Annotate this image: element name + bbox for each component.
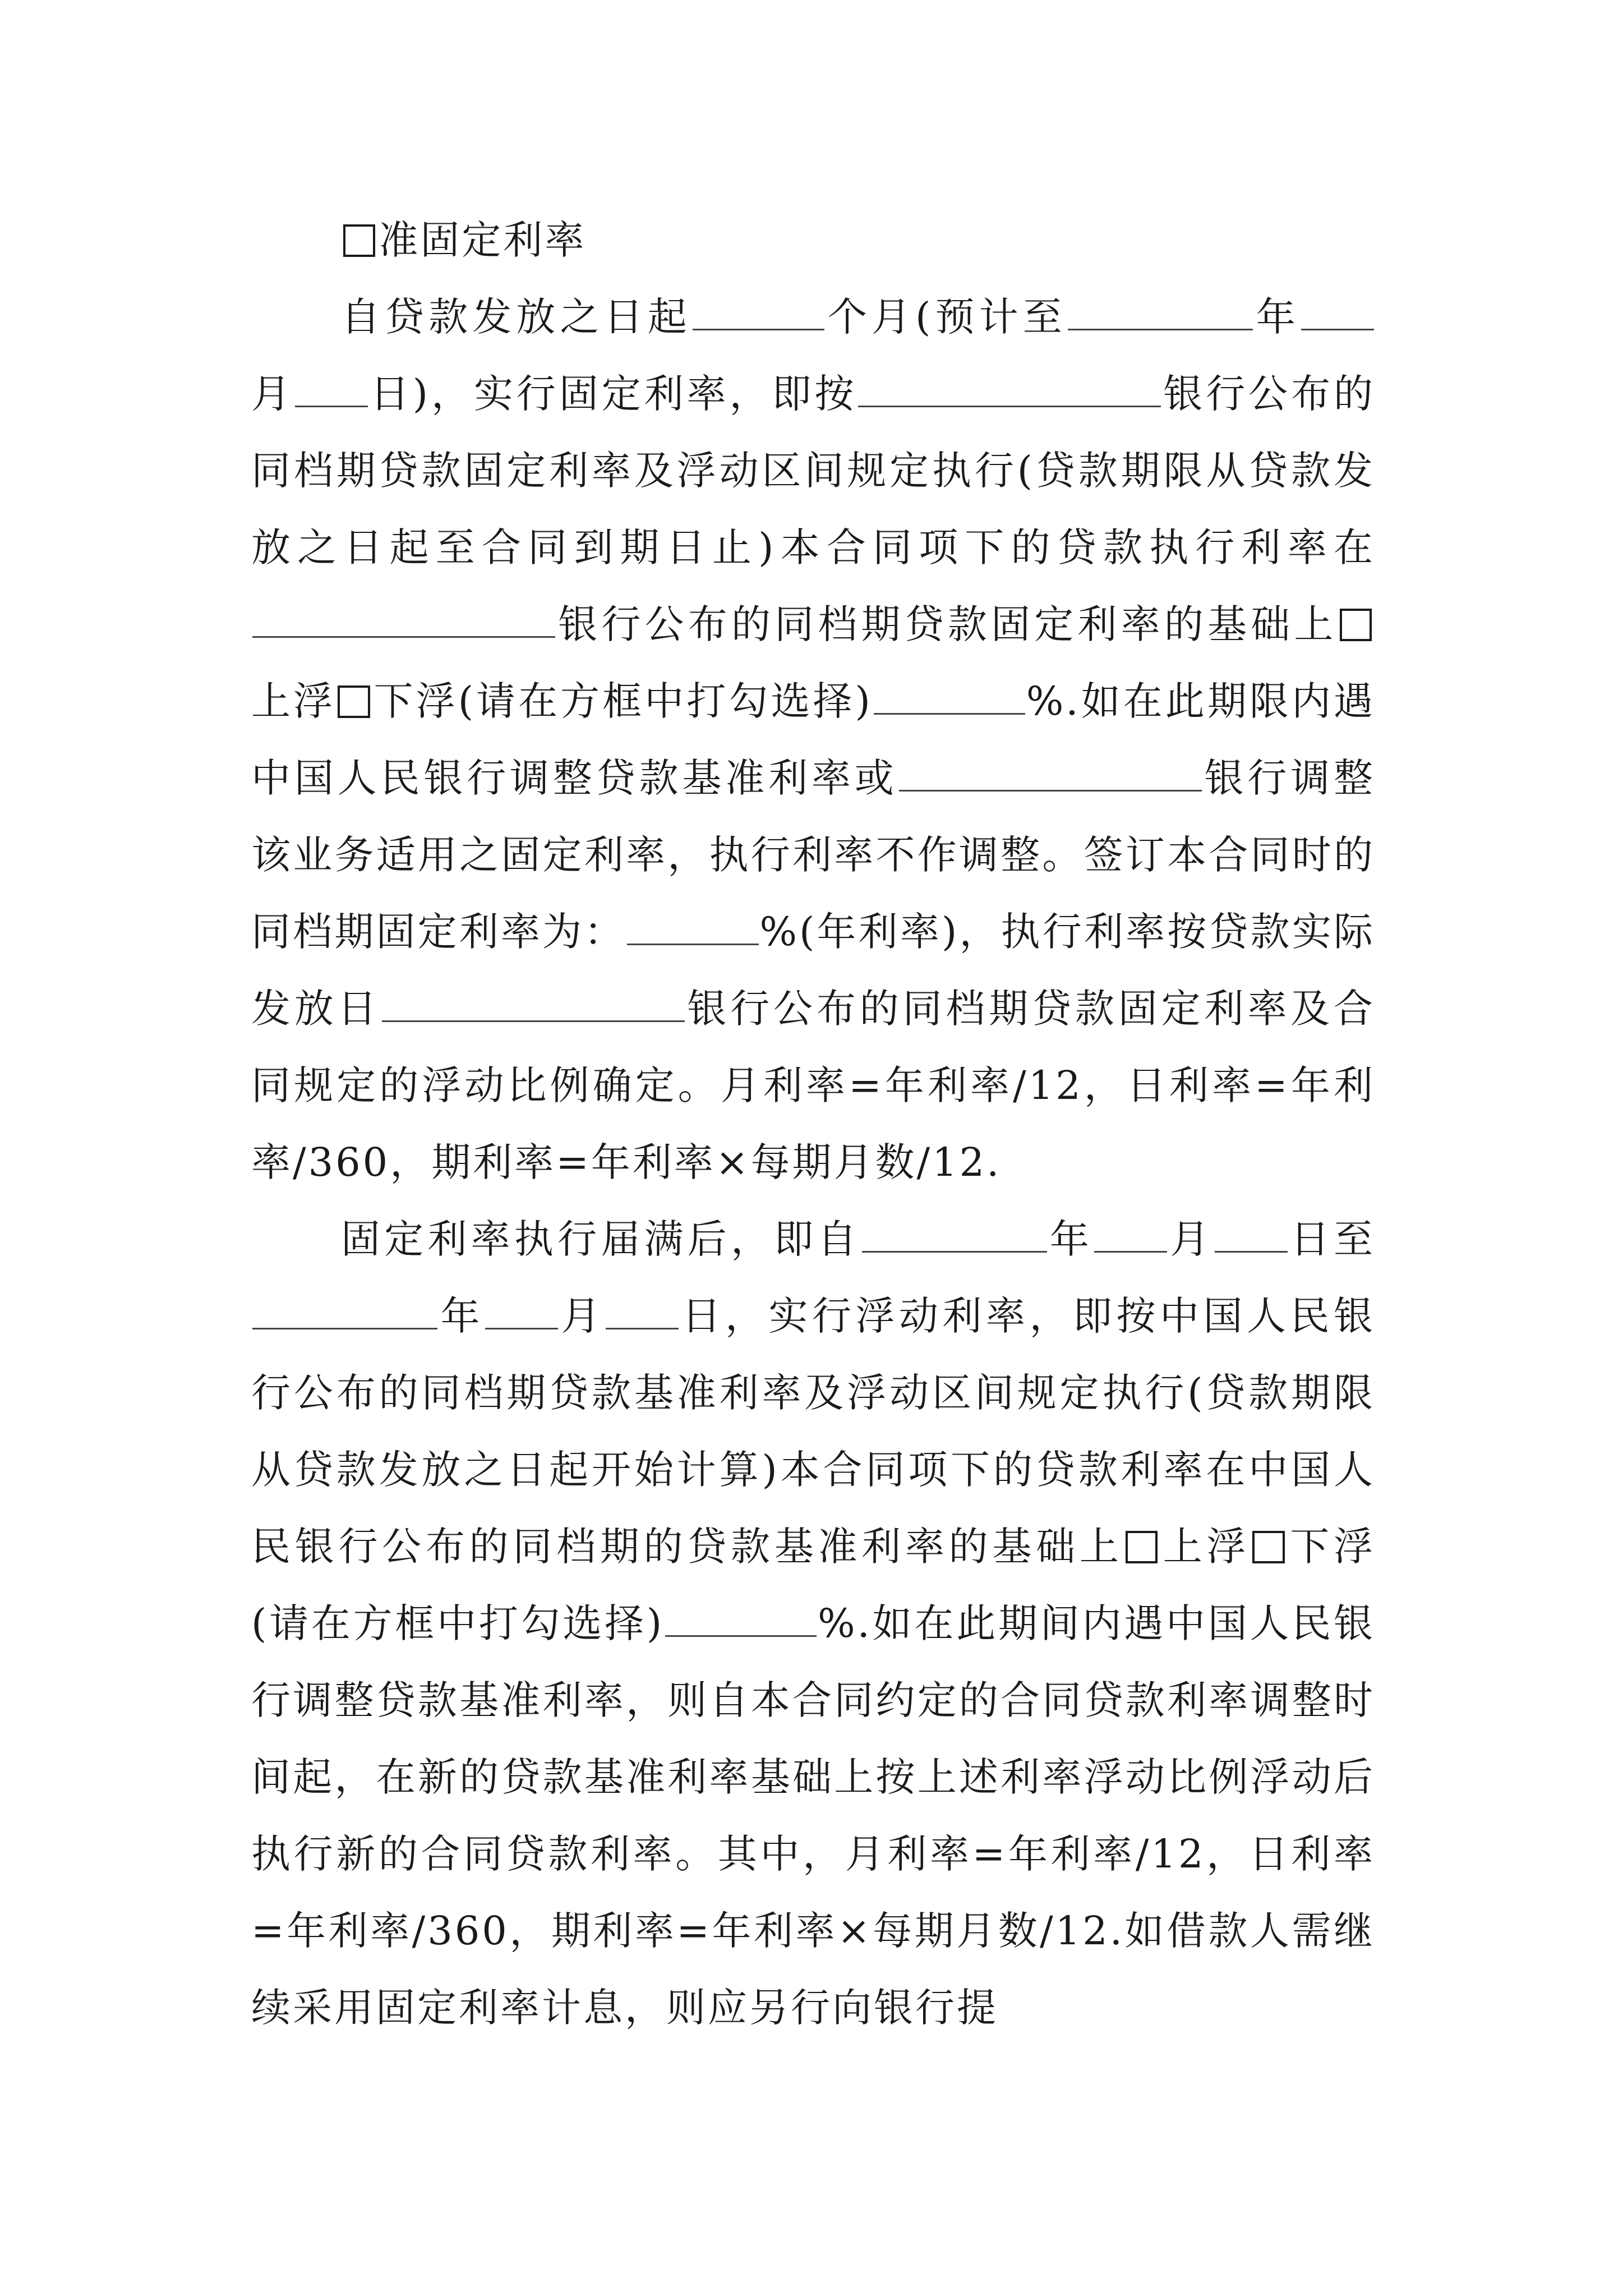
blank-rate[interactable] (627, 907, 759, 946)
blank-percent[interactable] (874, 676, 1025, 715)
blank-year[interactable] (1068, 292, 1253, 331)
text-span: 日)，实行固定利率，即按 (368, 371, 857, 417)
blank-bank-name[interactable] (899, 753, 1202, 792)
text-span: 月 (1168, 1216, 1214, 1262)
blank-month[interactable] (485, 1291, 558, 1330)
blank-year[interactable] (252, 1291, 437, 1330)
document-body (251, 202, 1375, 2046)
text-span: 银行调整该业务适用之固定利率，执行利率不作调整。签订本合同时的同档期固定利率为： (251, 755, 1376, 955)
text-span: 年 (1048, 1216, 1094, 1262)
checkbox-float-down[interactable] (338, 685, 370, 717)
text-span: (请在方框中打勾选择) (251, 1600, 665, 1646)
label-float-up: 上浮 (251, 678, 336, 724)
text-span: 银行公布的同档期贷款固定利率及浮动区间规定执行(贷款期限从贷款发放之日起至合同到期日止)本合同项下的贷款执行利率在 (251, 371, 1376, 570)
blank-month[interactable] (1301, 292, 1374, 331)
paragraph-floating-rate (251, 1201, 1375, 2046)
paragraph-fixed-rate (251, 279, 1375, 1201)
checkbox-float-up[interactable] (1126, 1531, 1158, 1563)
blank-month[interactable] (1094, 1214, 1167, 1253)
blank-bank-name[interactable] (252, 599, 555, 638)
blank-months[interactable] (693, 292, 824, 331)
heading-line (251, 202, 1375, 279)
text-span: %.如在此期限内遇中国人民银行调整贷款基准利率或 (251, 678, 1376, 801)
blank-day[interactable] (1215, 1214, 1288, 1253)
label-float-down: 下浮 (1288, 1524, 1376, 1570)
text-span: 日至 (1288, 1216, 1376, 1262)
blank-day[interactable] (606, 1291, 679, 1330)
text-span: 年 (1253, 294, 1301, 340)
text-span: 固定利率执行届满后，即自 (341, 1216, 861, 1262)
heading-text: 准固定利率 (379, 217, 587, 263)
blank-year[interactable] (862, 1214, 1047, 1253)
label-float-up: 上浮 (1160, 1524, 1251, 1570)
checkbox-float-up[interactable] (1340, 609, 1372, 641)
text-span: %.如在此期间内遇中国人民银行调整贷款基准利率，则自本合同约定的合同贷款利率调整时间起，在新的贷款基准利率基础上按上述利率浮动比例浮动后执行新的合同贷款利率。其中，月利率=年利率/12，日利率=年利率/360，期利率=年利率×每期月数/12.如借款人需继续采用固定利率计息，则应另行向银行提 (251, 1600, 1375, 2031)
text-span: 银行公布的同档期贷款固定利率及合同规定的浮动比例确定。月利率=年利率/12，日利率=年利率/360，期利率=年利率×每期月数/12. (251, 986, 1376, 1185)
text-span: 月 (251, 371, 294, 417)
text-span: 年 (439, 1293, 484, 1339)
text-span: %(年利率)，执行利率按贷款实际发放日 (251, 909, 1375, 1032)
text-span: 月 (559, 1293, 605, 1339)
checkbox-quasi-fixed-rate[interactable] (343, 224, 375, 256)
text-span: 个月(预计至 (825, 294, 1067, 340)
blank-bank-name[interactable] (382, 983, 685, 1023)
text-span: (请在方框中打勾选择) (458, 678, 873, 724)
checkbox-float-down[interactable] (1252, 1531, 1284, 1563)
text-span: 日，实行浮动利率，即按中国人民银行公布的同档期贷款基准利率及浮动区间规定执行(贷款期限从贷款发放之日起开始计算)本合同项下的贷款利率在中国人民银行公布的同档期的贷款基准利率的基础上 (251, 1293, 1375, 1570)
label-float-down: 下浮 (373, 678, 458, 724)
blank-percent[interactable] (665, 1598, 817, 1637)
text-span: 银行公布的同档期贷款固定利率的基础上 (556, 601, 1338, 647)
blank-day[interactable] (295, 369, 368, 408)
blank-bank-name[interactable] (858, 369, 1161, 408)
text-span: 自贷款发放之日起 (341, 294, 691, 340)
